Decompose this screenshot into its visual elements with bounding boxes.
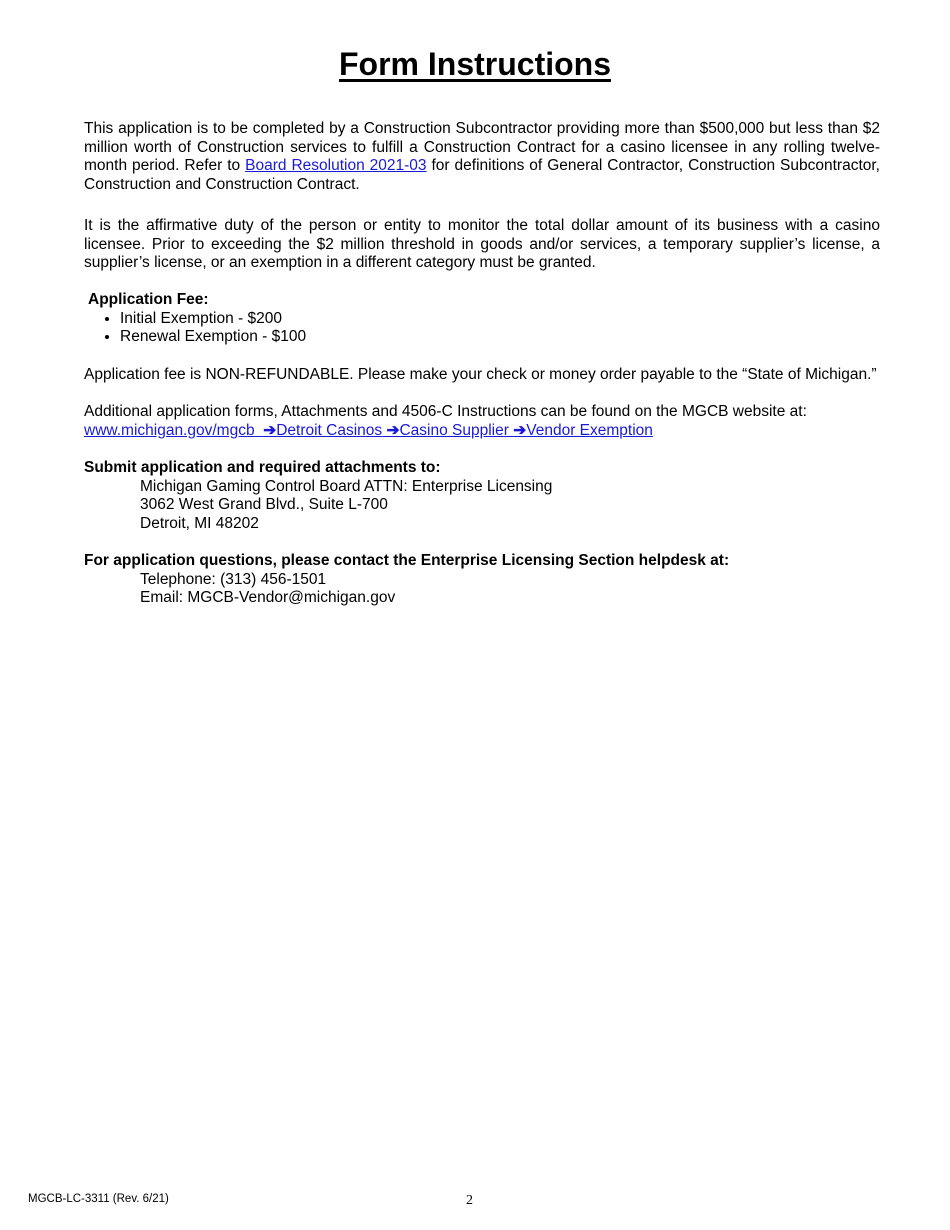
vendor-exemption-link-label: Vendor Exemption [526, 421, 653, 439]
arrow-right-icon: ➔ [386, 421, 400, 439]
fee-list [84, 310, 880, 347]
intro-paragraph [84, 120, 880, 194]
duty-paragraph: It is the affirmative duty of the person or entity to monitor the total dollar amount of its business with a casino licensee. Prior to exceeding the $2 million threshold in goods and/or services, a temporary supplier’s license, a supplier’s license, or an exemption in a different category must be granted. [84, 217, 880, 272]
submit-heading: Submit application and required attachments to: [84, 459, 441, 476]
intro-text-after: for definitions of General Contractor, Construction Subcontractor, Construction and Construction Contract. [84, 157, 880, 193]
questions-section [84, 552, 880, 608]
website-link-path [84, 422, 880, 441]
email-line: Email: MGCB-Vendor@michigan.gov [140, 589, 396, 607]
board-resolution-link[interactable]: Board Resolution 2021-03 [245, 157, 427, 175]
application-fee-section [84, 291, 880, 347]
submit-address-line: 3062 West Grand Blvd., Suite L-700 [140, 496, 388, 514]
page-title: Form Instructions [338, 46, 611, 82]
page-title-wrap [0, 46, 950, 83]
submit-section [84, 459, 880, 533]
page-number: 2 [466, 1193, 473, 1208]
application-fee-heading: Application Fee: [88, 291, 209, 308]
submit-address-line: Michigan Gaming Control Board ATTN: Enterprise Licensing [140, 477, 553, 495]
detroit-casinos-link-label: Detroit Casinos [276, 421, 383, 439]
questions-heading: For application questions, please contact the Enterprise Licensing Section helpdesk at: [84, 552, 730, 569]
mgcb-website-link-label: www.michigan.gov/mgcb [84, 421, 255, 439]
submit-address-line: Detroit, MI 48202 [140, 514, 259, 532]
fee-note: Application fee is NON-REFUNDABLE. Please make your check or money order payable to the “State of Michigan.” [84, 366, 877, 383]
telephone-line: Telephone: (313) 456-1501 [140, 570, 327, 588]
casino-supplier-link-label: Casino Supplier [399, 421, 509, 439]
fee-item-initial: • Initial Exemption - $200 [120, 310, 880, 329]
form-id: MGCB-LC-3311 (Rev. 6/21) [28, 1193, 169, 1205]
additional-forms-section [84, 403, 880, 440]
arrow-right-icon: ➔ [263, 421, 277, 439]
additional-forms-text: Additional application forms, Attachments and 4506-C Instructions can be found on the MGCB website at: [84, 403, 807, 420]
fee-item-renewal: • Renewal Exemption - $100 [120, 328, 880, 347]
mgcb-website-link[interactable] [84, 422, 653, 439]
intro-text-before: This application is to be completed by a Construction Subcontractor providing more than $500,000 but less than $2 million worth of Construction services to fulfill a Construction Contract for a casino licensee in any rolling twelve- month period. Refer to [84, 120, 880, 175]
arrow-right-icon: ➔ [513, 421, 527, 439]
